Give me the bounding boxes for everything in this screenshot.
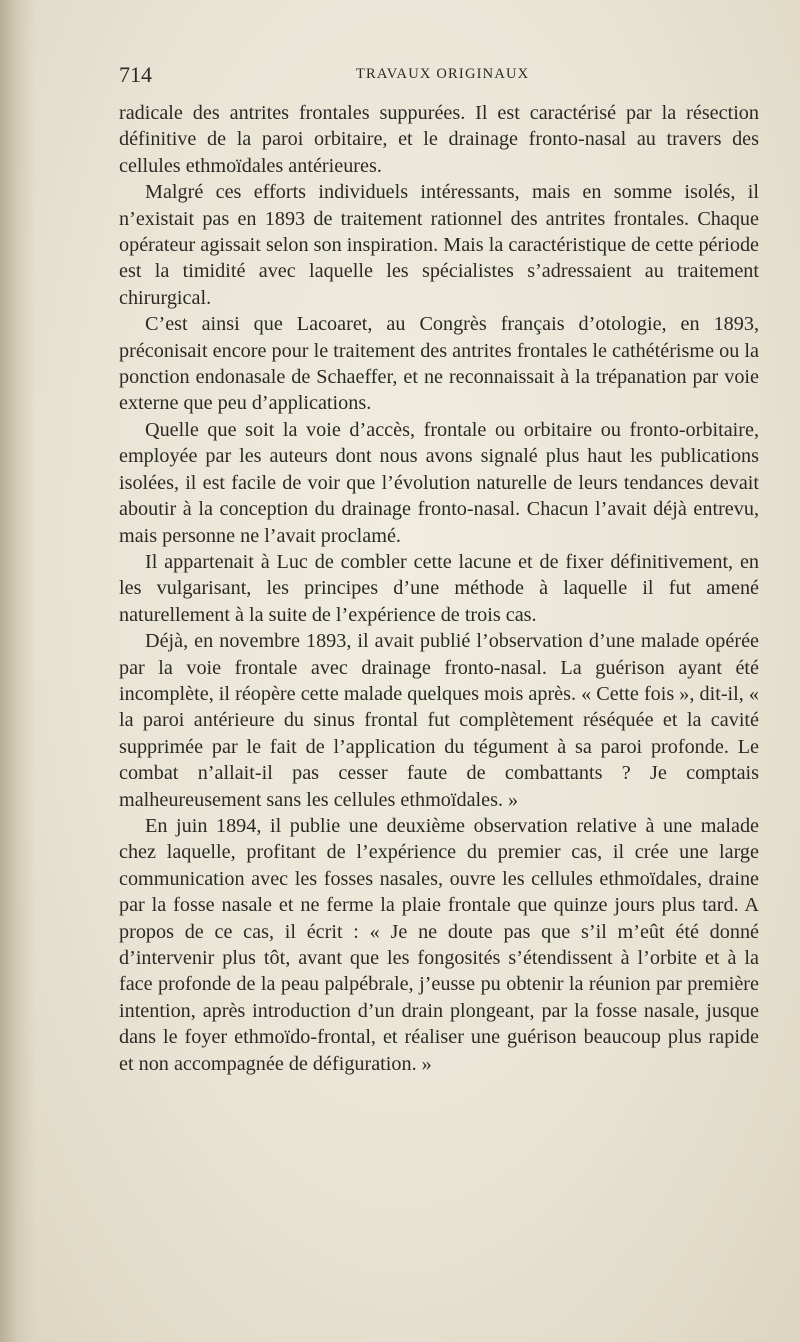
paragraph-continued: radicale des antrites frontales suppurées. Il est caractérisé par la résection définitive de la paroi orbitaire, et le drainage fronto-nasal au travers des cellules ethmoïdales antérieures.	[119, 102, 759, 177]
page-header	[119, 62, 757, 92]
paragraph: Malgré ces efforts individuels intéressants, mais en somme isolés, il n’existait pas en 1893 de traitement rationnel des antrites frontales. Chaque opérateur agissait selon son inspiration. Mais la caractéristique de cette période est la timidité avec laquelle les spécialistes s’adressaient au traitement chirurgical.	[119, 181, 759, 309]
paragraph: En juin 1894, il publie une deuxième observation relative à une malade chez laquelle, profitant de l’expérience du premier cas, il crée une large communication avec les fosses nasales, ouvre les cellules ethmoïdales, draine par la fosse nasale et ne ferme la plaie frontale que quinze jours plus tard. A propos de ce cas, il écrit : « Je ne doute pas que s’il m’eût été donné d’intervenir plus tôt, avant que les fongosités s’étendissent à l’orbite et à la face profonde de la peau palpébrale, j’eusse pu obtenir la réunion par première intention, après introduction d’un drain plongeant, par la fosse nasale, jusque dans le foyer ethmoïdo-frontal, et réaliser une guérison beaucoup plus rapide et non accompagnée de défiguration. »	[119, 814, 759, 1075]
paragraph: Déjà, en novembre 1893, il avait publié l’observation d’une malade opérée par la voie frontale avec drainage fronto-nasal. La guérison ayant été incomplète, il réopère cette malade quelques mois après. « Cette fois », dit-il, « la paroi antérieure du sinus frontal fut complètement réséquée et la cavité supprimée par le fait de l’application du tégument à sa paroi profonde. Le combat n’allait-il pas cesser faute de combattants ? Je comptais malheureusement sans les cellules ethmoïdales. »	[119, 630, 759, 811]
paragraph: Il appartenait à Luc de combler cette lacune et de fixer définitivement, en les vulgarisant, les principes d’une méthode à laquelle il fut amené naturellement à la suite de l’expérience de trois cas.	[119, 550, 759, 626]
page-number: 714	[119, 62, 152, 87]
page-gutter-shadow	[0, 0, 36, 1342]
paragraph: C’est ainsi que Lacoaret, au Congrès français d’otologie, en 1893, préconisait encore pour le traitement des antrites frontales le cathétérisme ou la ponction endonasale de Schaeffer, et ne reconnaissait à la trépanation par voie externe que peu d’applications.	[119, 313, 759, 415]
running-title: TRAVAUX ORIGINAUX	[356, 66, 530, 82]
paragraph: Quelle que soit la voie d’accès, frontale ou orbitaire ou fronto-orbitaire, employée par les auteurs dont nous avons signalé plus haut les publications isolées, il est facile de voir que l’évolution naturelle de leurs tendances devait aboutir à la conception du drainage fronto-nasal. Chacun l’avait déjà entrevu, mais personne ne l’avait proclamé.	[119, 418, 759, 547]
body-text	[119, 100, 759, 1077]
